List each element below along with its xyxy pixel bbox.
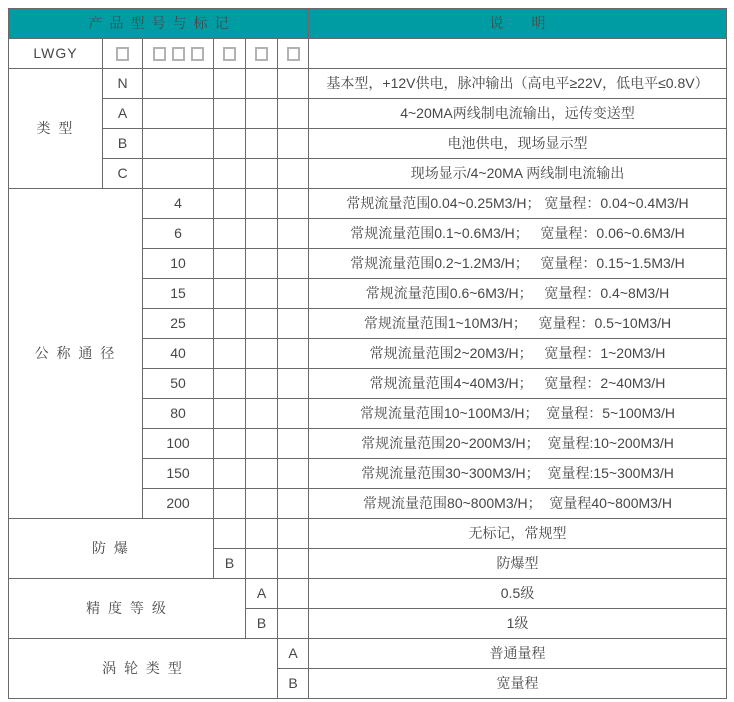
empty-cell xyxy=(278,69,309,99)
diameter-desc: 常规流量范围0.2~1.2M3/H； 宽量程：0.15~1.5M3/H xyxy=(309,249,727,279)
checkbox-placeholder-icon xyxy=(223,47,236,61)
empty-cell xyxy=(278,279,309,309)
empty-cell xyxy=(214,69,246,99)
header-description-label: 说 明 xyxy=(309,9,727,39)
turbine-code: A xyxy=(278,639,309,669)
explosion-code xyxy=(214,519,246,549)
explosion-row xyxy=(9,519,727,549)
diameter-desc: 常规流量范围80~800M3/H； 宽量程40~800M3/H xyxy=(309,489,727,519)
model-digit-cell-turbine xyxy=(278,39,309,69)
accuracy-code: A xyxy=(246,579,278,609)
checkbox-placeholder-icon xyxy=(191,47,204,61)
empty-cell xyxy=(278,579,309,609)
empty-cell xyxy=(278,429,309,459)
table-header-row xyxy=(9,9,727,39)
section-label-turbine: 涡 轮 类 型 xyxy=(9,639,278,699)
diameter-desc: 常规流量范围4~40M3/H； 宽量程：2~40M3/H xyxy=(309,369,727,399)
empty-cell xyxy=(278,549,309,579)
diameter-code: 150 xyxy=(143,459,214,489)
type-code: A xyxy=(103,99,143,129)
empty-cell xyxy=(278,159,309,189)
empty-cell xyxy=(214,219,246,249)
empty-cell xyxy=(143,159,214,189)
empty-cell xyxy=(214,279,246,309)
checkbox-placeholder-icon xyxy=(287,47,300,61)
empty-cell xyxy=(246,549,278,579)
model-name: LWGY xyxy=(9,39,103,69)
header-product-model-label: 产品型号与标记 xyxy=(9,9,309,39)
empty-cell xyxy=(278,459,309,489)
diameter-code: 10 xyxy=(143,249,214,279)
empty-cell xyxy=(246,99,278,129)
diameter-code: 6 xyxy=(143,219,214,249)
model-digit-cell-diameter xyxy=(143,39,214,69)
empty-cell xyxy=(278,609,309,639)
type-desc: 电池供电，现场显示型 xyxy=(309,129,727,159)
empty-cell xyxy=(278,369,309,399)
type-row xyxy=(9,129,727,159)
explosion-desc: 无标记，常规型 xyxy=(309,519,727,549)
empty-cell xyxy=(246,519,278,549)
empty-cell xyxy=(214,459,246,489)
type-row xyxy=(9,159,727,189)
empty-cell xyxy=(246,309,278,339)
empty-cell xyxy=(278,189,309,219)
turbine-row xyxy=(9,639,727,669)
turbine-desc: 普通量程 xyxy=(309,639,727,669)
model-code-row xyxy=(9,39,727,69)
empty-cell xyxy=(214,189,246,219)
diameter-code: 4 xyxy=(143,189,214,219)
diameter-row xyxy=(9,189,727,219)
empty-cell xyxy=(214,339,246,369)
empty-cell xyxy=(246,69,278,99)
explosion-desc: 防爆型 xyxy=(309,549,727,579)
diameter-code: 40 xyxy=(143,339,214,369)
diameter-code: 200 xyxy=(143,489,214,519)
model-digit-cell-accuracy xyxy=(246,39,278,69)
diameter-desc: 常规流量范围30~300M3/H； 宽量程:15~300M3/H xyxy=(309,459,727,489)
empty-cell xyxy=(246,369,278,399)
type-desc: 4~20MA两线制电流输出，远传变送型 xyxy=(309,99,727,129)
empty-cell xyxy=(143,99,214,129)
type-desc: 现场显示/4~20MA 两线制电流输出 xyxy=(309,159,727,189)
empty-cell xyxy=(214,159,246,189)
accuracy-row xyxy=(9,579,727,609)
explosion-code: B xyxy=(214,549,246,579)
empty-cell xyxy=(278,309,309,339)
diameter-code: 50 xyxy=(143,369,214,399)
diameter-code: 25 xyxy=(143,309,214,339)
empty-cell xyxy=(246,339,278,369)
empty-cell xyxy=(246,399,278,429)
accuracy-desc: 1级 xyxy=(309,609,727,639)
turbine-desc: 宽量程 xyxy=(309,669,727,699)
checkbox-placeholder-icon xyxy=(116,47,129,61)
section-label-accuracy: 精 度 等 级 xyxy=(9,579,246,639)
empty-cell xyxy=(246,159,278,189)
type-row xyxy=(9,99,727,129)
type-code: B xyxy=(103,129,143,159)
turbine-code: B xyxy=(278,669,309,699)
empty-cell xyxy=(278,99,309,129)
section-label-diameter: 公 称 通 径 xyxy=(9,189,143,519)
diameter-desc: 常规流量范围0.6~6M3/H； 宽量程：0.4~8M3/H xyxy=(309,279,727,309)
diameter-desc: 常规流量范围20~200M3/H； 宽量程:10~200M3/H xyxy=(309,429,727,459)
diameter-desc: 常规流量范围0.1~0.6M3/H； 宽量程：0.06~0.6M3/H xyxy=(309,219,727,249)
diameter-desc: 常规流量范围2~20M3/H； 宽量程：1~20M3/H xyxy=(309,339,727,369)
empty-cell xyxy=(214,369,246,399)
diameter-code: 100 xyxy=(143,429,214,459)
empty-cell xyxy=(246,249,278,279)
empty-cell xyxy=(246,429,278,459)
empty-cell xyxy=(278,339,309,369)
section-label-explosion: 防 爆 xyxy=(9,519,214,579)
diameter-desc: 常规流量范围10~100M3/H； 宽量程：5~100M3/H xyxy=(309,399,727,429)
diameter-code: 80 xyxy=(143,399,214,429)
empty-cell xyxy=(278,249,309,279)
model-digit-cell-explosion xyxy=(214,39,246,69)
section-label-type: 类 型 xyxy=(9,69,103,189)
diameter-code: 15 xyxy=(143,279,214,309)
empty-cell xyxy=(214,489,246,519)
empty-cell xyxy=(214,129,246,159)
accuracy-code: B xyxy=(246,609,278,639)
empty-cell xyxy=(246,489,278,519)
empty-cell xyxy=(143,129,214,159)
empty-cell xyxy=(214,99,246,129)
model-digit-cell-type xyxy=(103,39,143,69)
empty-cell xyxy=(278,219,309,249)
empty-cell xyxy=(278,519,309,549)
checkbox-placeholder-icon xyxy=(255,47,268,61)
empty-cell xyxy=(246,279,278,309)
diameter-desc: 常规流量范围1~10M3/H； 宽量程：0.5~10M3/H xyxy=(309,309,727,339)
type-code: N xyxy=(103,69,143,99)
empty-cell xyxy=(278,129,309,159)
empty-cell xyxy=(214,249,246,279)
empty-cell xyxy=(214,429,246,459)
checkbox-placeholder-icon xyxy=(153,47,166,61)
empty-cell xyxy=(278,399,309,429)
model-desc-empty-cell xyxy=(309,39,727,69)
type-desc: 基本型，+12V供电，脉冲输出（高电平≥22V，低电平≤0.8V） xyxy=(309,69,727,99)
accuracy-desc: 0.5级 xyxy=(309,579,727,609)
empty-cell xyxy=(246,219,278,249)
diameter-desc: 常规流量范围0.04~0.25M3/H； 宽量程：0.04~0.4M3/H xyxy=(309,189,727,219)
model-spec-table xyxy=(8,8,727,699)
empty-cell xyxy=(246,189,278,219)
empty-cell xyxy=(214,309,246,339)
type-code: C xyxy=(103,159,143,189)
type-row xyxy=(9,69,727,99)
empty-cell xyxy=(246,459,278,489)
empty-cell xyxy=(246,129,278,159)
empty-cell xyxy=(278,489,309,519)
empty-cell xyxy=(214,399,246,429)
empty-cell xyxy=(143,69,214,99)
checkbox-placeholder-icon xyxy=(172,47,185,61)
